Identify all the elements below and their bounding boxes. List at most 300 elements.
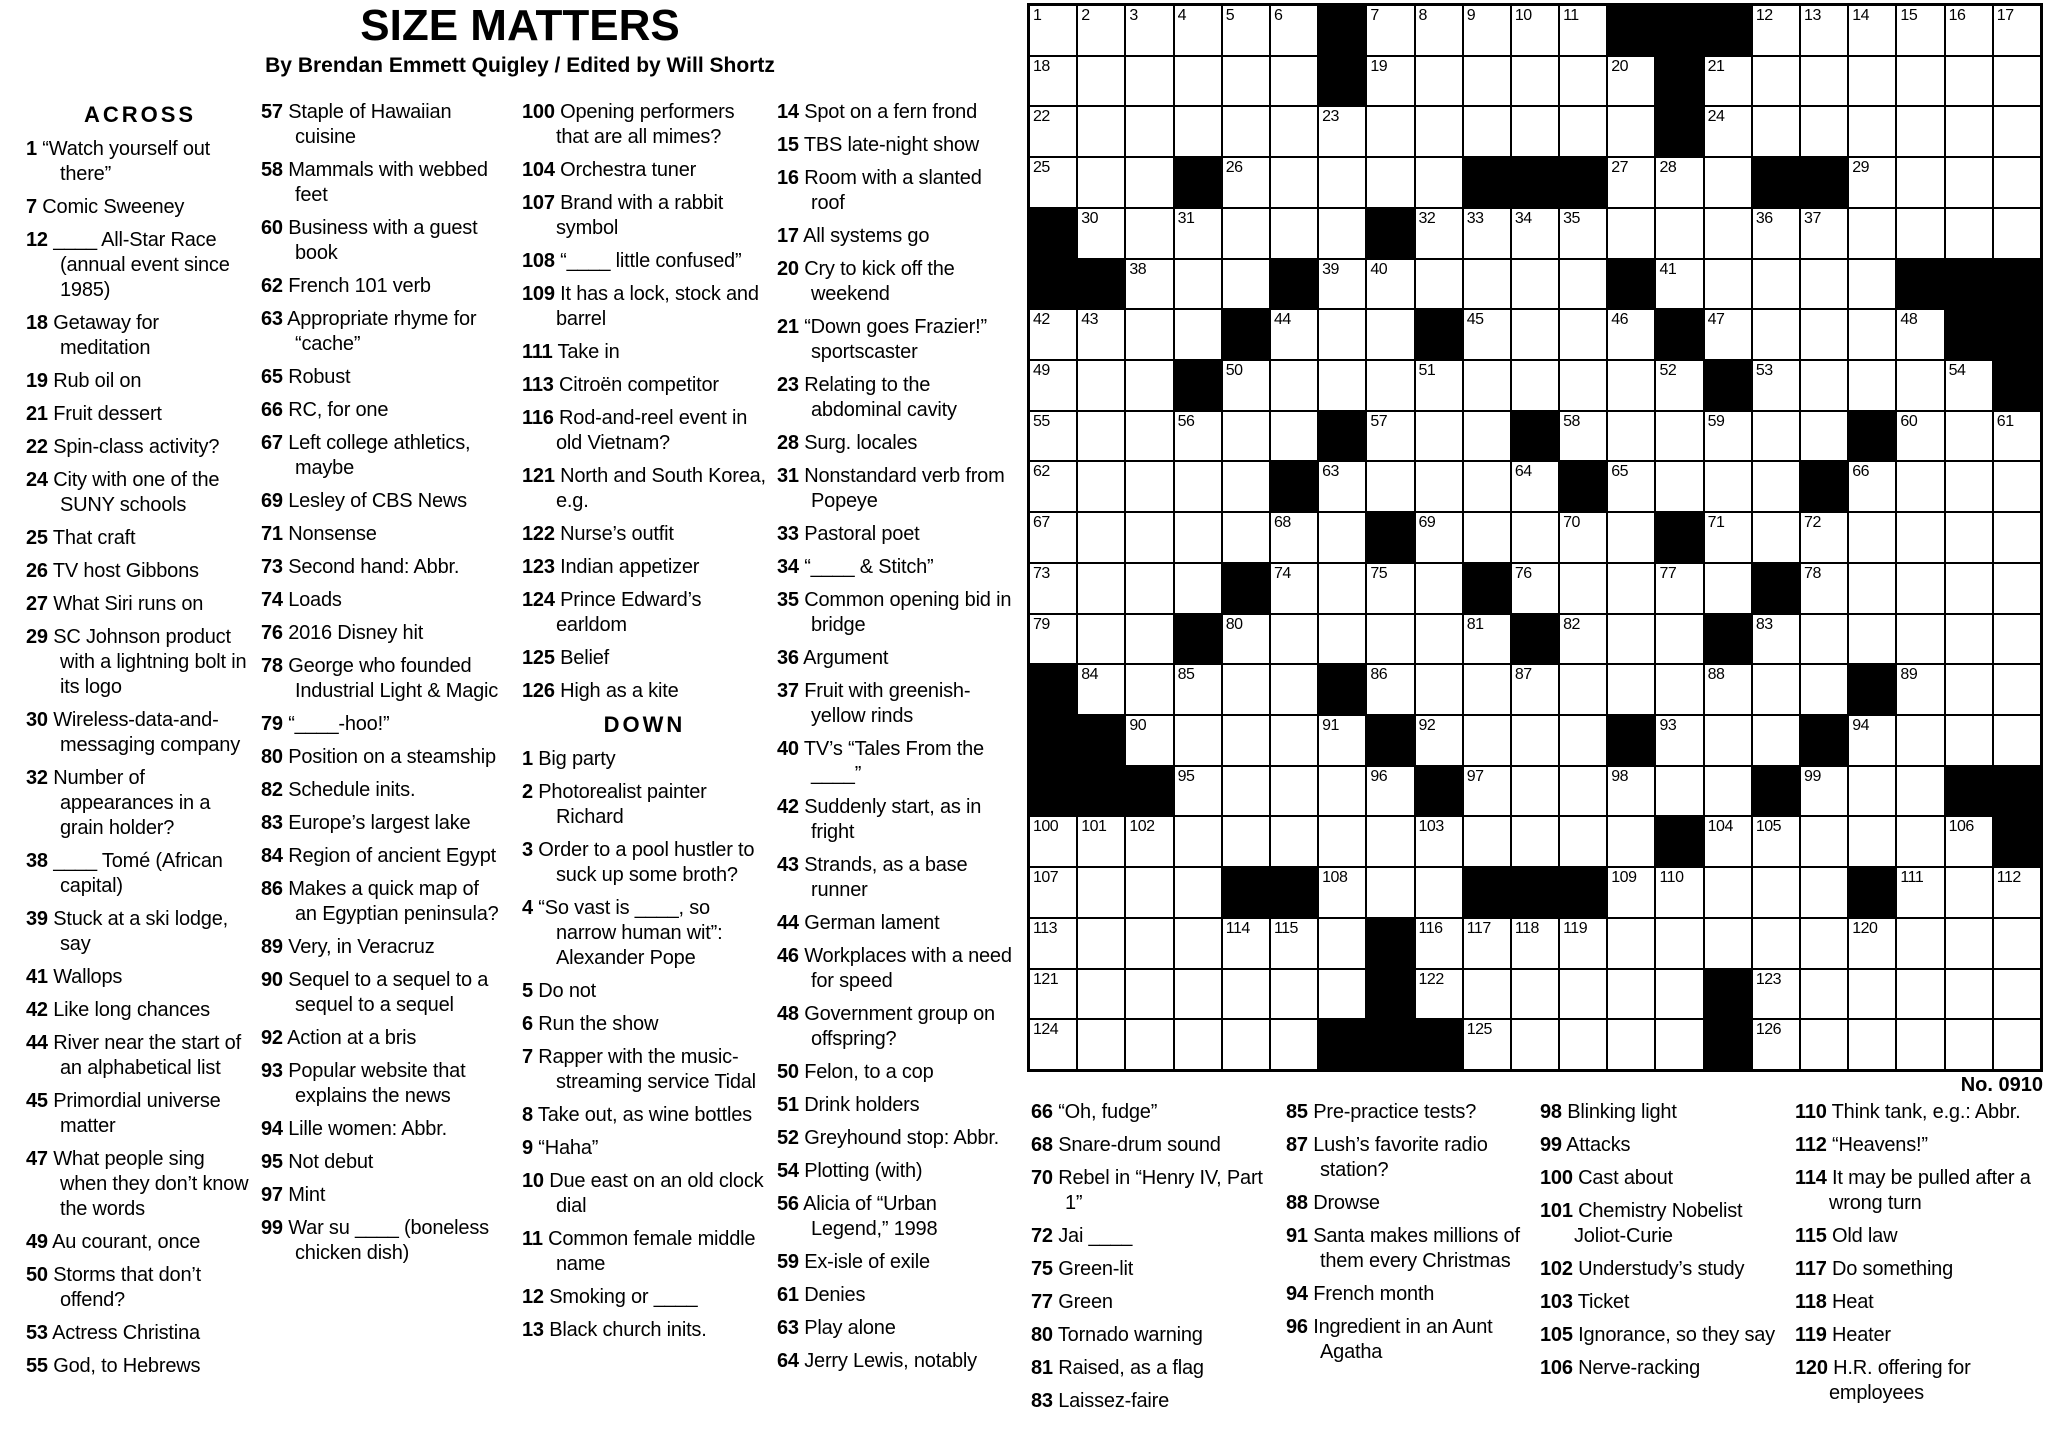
grid-cell[interactable] bbox=[1271, 412, 1317, 461]
grid-cell[interactable] bbox=[1994, 970, 2040, 1019]
grid-cell[interactable] bbox=[1656, 970, 1702, 1019]
grid-cell[interactable] bbox=[1608, 564, 1654, 613]
grid-cell[interactable] bbox=[1416, 57, 1462, 106]
grid-cell[interactable] bbox=[1126, 107, 1172, 156]
grid-cell[interactable] bbox=[1223, 6, 1269, 55]
grid-cell[interactable] bbox=[1849, 564, 1895, 613]
grid-cell[interactable] bbox=[1175, 919, 1221, 968]
grid-cell[interactable] bbox=[1705, 817, 1751, 866]
grid-cell[interactable] bbox=[1271, 767, 1317, 816]
grid-cell[interactable] bbox=[1223, 817, 1269, 866]
grid-cell[interactable] bbox=[1946, 412, 1992, 461]
grid-cell[interactable] bbox=[1271, 564, 1317, 613]
grid-cell[interactable] bbox=[1416, 412, 1462, 461]
grid-cell[interactable] bbox=[1416, 615, 1462, 664]
grid-cell[interactable] bbox=[1705, 513, 1751, 562]
grid-cell[interactable] bbox=[1849, 361, 1895, 410]
grid-cell[interactable] bbox=[1175, 868, 1221, 917]
grid-cell[interactable] bbox=[1608, 462, 1654, 511]
grid-cell[interactable] bbox=[1897, 361, 1943, 410]
grid-cell[interactable] bbox=[1753, 412, 1799, 461]
grid-cell[interactable] bbox=[1705, 412, 1751, 461]
grid-cell[interactable] bbox=[1030, 412, 1076, 461]
grid-cell[interactable] bbox=[1801, 970, 1847, 1019]
grid-cell[interactable] bbox=[1656, 716, 1702, 765]
grid-cell[interactable] bbox=[1271, 107, 1317, 156]
grid-cell[interactable] bbox=[1464, 665, 1510, 714]
grid-cell[interactable] bbox=[1319, 716, 1365, 765]
grid-cell[interactable] bbox=[1030, 513, 1076, 562]
grid-cell[interactable] bbox=[1512, 970, 1558, 1019]
grid-cell[interactable] bbox=[1464, 919, 1510, 968]
grid-cell[interactable] bbox=[1753, 107, 1799, 156]
grid-cell[interactable] bbox=[1319, 817, 1365, 866]
grid-cell[interactable] bbox=[1512, 817, 1558, 866]
grid-cell[interactable] bbox=[1849, 158, 1895, 207]
grid-cell[interactable] bbox=[1946, 1020, 1992, 1069]
grid-cell[interactable] bbox=[1223, 665, 1269, 714]
grid-cell[interactable] bbox=[1897, 209, 1943, 258]
grid-cell[interactable] bbox=[1512, 564, 1558, 613]
grid-cell[interactable] bbox=[1512, 361, 1558, 410]
grid-cell[interactable] bbox=[1367, 615, 1413, 664]
grid-cell[interactable] bbox=[1560, 57, 1606, 106]
grid-cell[interactable] bbox=[1078, 868, 1124, 917]
grid-cell[interactable] bbox=[1223, 970, 1269, 1019]
grid-cell[interactable] bbox=[1126, 716, 1172, 765]
grid-cell[interactable] bbox=[1608, 513, 1654, 562]
grid-cell[interactable] bbox=[1175, 817, 1221, 866]
grid-cell[interactable] bbox=[1367, 310, 1413, 359]
grid-cell[interactable] bbox=[1126, 868, 1172, 917]
grid-cell[interactable] bbox=[1897, 716, 1943, 765]
grid-cell[interactable] bbox=[1608, 310, 1654, 359]
grid-cell[interactable] bbox=[1512, 6, 1558, 55]
grid-cell[interactable] bbox=[1464, 412, 1510, 461]
grid-cell[interactable] bbox=[1271, 158, 1317, 207]
grid-cell[interactable] bbox=[1512, 665, 1558, 714]
grid-cell[interactable] bbox=[1319, 868, 1365, 917]
grid-cell[interactable] bbox=[1319, 361, 1365, 410]
grid-cell[interactable] bbox=[1416, 919, 1462, 968]
grid-cell[interactable] bbox=[1078, 462, 1124, 511]
grid-cell[interactable] bbox=[1946, 615, 1992, 664]
grid-cell[interactable] bbox=[1560, 665, 1606, 714]
grid-cell[interactable] bbox=[1753, 665, 1799, 714]
grid-cell[interactable] bbox=[1753, 817, 1799, 866]
grid-cell[interactable] bbox=[1078, 817, 1124, 866]
grid-cell[interactable] bbox=[1753, 919, 1799, 968]
grid-cell[interactable] bbox=[1512, 462, 1558, 511]
grid-cell[interactable] bbox=[1416, 665, 1462, 714]
grid-cell[interactable] bbox=[1416, 158, 1462, 207]
grid-cell[interactable] bbox=[1608, 412, 1654, 461]
grid-cell[interactable] bbox=[1175, 107, 1221, 156]
grid-cell[interactable] bbox=[1271, 57, 1317, 106]
grid-cell[interactable] bbox=[1464, 716, 1510, 765]
grid-cell[interactable] bbox=[1656, 615, 1702, 664]
grid-cell[interactable] bbox=[1319, 615, 1365, 664]
grid-cell[interactable] bbox=[1897, 919, 1943, 968]
grid-cell[interactable] bbox=[1801, 919, 1847, 968]
grid-cell[interactable] bbox=[1319, 513, 1365, 562]
grid-cell[interactable] bbox=[1801, 209, 1847, 258]
grid-cell[interactable] bbox=[1030, 1020, 1076, 1069]
grid-cell[interactable] bbox=[1801, 57, 1847, 106]
grid-cell[interactable] bbox=[1416, 564, 1462, 613]
grid-cell[interactable] bbox=[1078, 57, 1124, 106]
grid-cell[interactable] bbox=[1512, 107, 1558, 156]
grid-cell[interactable] bbox=[1367, 412, 1413, 461]
grid-cell[interactable] bbox=[1994, 57, 2040, 106]
grid-cell[interactable] bbox=[1367, 361, 1413, 410]
grid-cell[interactable] bbox=[1946, 57, 1992, 106]
grid-cell[interactable] bbox=[1126, 260, 1172, 309]
grid-cell[interactable] bbox=[1030, 462, 1076, 511]
grid-cell[interactable] bbox=[1801, 412, 1847, 461]
grid-cell[interactable] bbox=[1994, 412, 2040, 461]
grid-cell[interactable] bbox=[1078, 107, 1124, 156]
grid-cell[interactable] bbox=[1753, 57, 1799, 106]
grid-cell[interactable] bbox=[1175, 209, 1221, 258]
grid-cell[interactable] bbox=[1849, 6, 1895, 55]
grid-cell[interactable] bbox=[1030, 310, 1076, 359]
grid-cell[interactable] bbox=[1946, 868, 1992, 917]
grid-cell[interactable] bbox=[1608, 57, 1654, 106]
grid-cell[interactable] bbox=[1608, 158, 1654, 207]
grid-cell[interactable] bbox=[1608, 1020, 1654, 1069]
grid-cell[interactable] bbox=[1175, 260, 1221, 309]
grid-cell[interactable] bbox=[1030, 970, 1076, 1019]
grid-cell[interactable] bbox=[1608, 767, 1654, 816]
grid-cell[interactable] bbox=[1994, 868, 2040, 917]
grid-cell[interactable] bbox=[1464, 767, 1510, 816]
grid-cell[interactable] bbox=[1560, 513, 1606, 562]
grid-cell[interactable] bbox=[1175, 513, 1221, 562]
grid-cell[interactable] bbox=[1897, 817, 1943, 866]
grid-cell[interactable] bbox=[1078, 158, 1124, 207]
grid-cell[interactable] bbox=[1897, 462, 1943, 511]
grid-cell[interactable] bbox=[1560, 919, 1606, 968]
grid-cell[interactable] bbox=[1078, 310, 1124, 359]
grid-cell[interactable] bbox=[1367, 107, 1413, 156]
grid-cell[interactable] bbox=[1367, 57, 1413, 106]
grid-cell[interactable] bbox=[1078, 970, 1124, 1019]
grid-cell[interactable] bbox=[1849, 716, 1895, 765]
grid-cell[interactable] bbox=[1464, 817, 1510, 866]
grid-cell[interactable] bbox=[1416, 716, 1462, 765]
grid-cell[interactable] bbox=[1175, 412, 1221, 461]
grid-cell[interactable] bbox=[1319, 260, 1365, 309]
grid-cell[interactable] bbox=[1849, 1020, 1895, 1069]
grid-cell[interactable] bbox=[1367, 564, 1413, 613]
grid-cell[interactable] bbox=[1560, 209, 1606, 258]
grid-cell[interactable] bbox=[1223, 767, 1269, 816]
grid-cell[interactable] bbox=[1512, 1020, 1558, 1069]
grid-cell[interactable] bbox=[1897, 868, 1943, 917]
grid-cell[interactable] bbox=[1897, 615, 1943, 664]
grid-cell[interactable] bbox=[1946, 665, 1992, 714]
grid-cell[interactable] bbox=[1416, 817, 1462, 866]
grid-cell[interactable] bbox=[1705, 57, 1751, 106]
grid-cell[interactable] bbox=[1753, 361, 1799, 410]
grid-cell[interactable] bbox=[1464, 462, 1510, 511]
grid-cell[interactable] bbox=[1946, 107, 1992, 156]
grid-cell[interactable] bbox=[1608, 868, 1654, 917]
grid-cell[interactable] bbox=[1126, 513, 1172, 562]
grid-cell[interactable] bbox=[1078, 6, 1124, 55]
grid-cell[interactable] bbox=[1849, 209, 1895, 258]
grid-cell[interactable] bbox=[1175, 767, 1221, 816]
grid-cell[interactable] bbox=[1753, 615, 1799, 664]
grid-cell[interactable] bbox=[1705, 919, 1751, 968]
grid-cell[interactable] bbox=[1464, 615, 1510, 664]
grid-cell[interactable] bbox=[1946, 361, 1992, 410]
grid-cell[interactable] bbox=[1271, 817, 1317, 866]
grid-cell[interactable] bbox=[1367, 817, 1413, 866]
grid-cell[interactable] bbox=[1126, 564, 1172, 613]
grid-cell[interactable] bbox=[1946, 462, 1992, 511]
grid-cell[interactable] bbox=[1464, 970, 1510, 1019]
grid-cell[interactable] bbox=[1753, 1020, 1799, 1069]
grid-cell[interactable] bbox=[1223, 107, 1269, 156]
grid-cell[interactable] bbox=[1946, 209, 1992, 258]
grid-cell[interactable] bbox=[1560, 6, 1606, 55]
grid-cell[interactable] bbox=[1319, 158, 1365, 207]
grid-cell[interactable] bbox=[1560, 615, 1606, 664]
grid-cell[interactable] bbox=[1271, 1020, 1317, 1069]
grid-cell[interactable] bbox=[1319, 970, 1365, 1019]
grid-cell[interactable] bbox=[1030, 6, 1076, 55]
grid-cell[interactable] bbox=[1319, 310, 1365, 359]
grid-cell[interactable] bbox=[1126, 57, 1172, 106]
grid-cell[interactable] bbox=[1512, 767, 1558, 816]
grid-cell[interactable] bbox=[1560, 310, 1606, 359]
grid-cell[interactable] bbox=[1849, 970, 1895, 1019]
grid-cell[interactable] bbox=[1656, 462, 1702, 511]
grid-cell[interactable] bbox=[1946, 817, 1992, 866]
grid-cell[interactable] bbox=[1753, 970, 1799, 1019]
grid-cell[interactable] bbox=[1753, 310, 1799, 359]
grid-cell[interactable] bbox=[1367, 665, 1413, 714]
grid-cell[interactable] bbox=[1126, 158, 1172, 207]
grid-cell[interactable] bbox=[1223, 361, 1269, 410]
grid-cell[interactable] bbox=[1175, 665, 1221, 714]
grid-cell[interactable] bbox=[1705, 665, 1751, 714]
grid-cell[interactable] bbox=[1801, 1020, 1847, 1069]
grid-cell[interactable] bbox=[1367, 6, 1413, 55]
grid-cell[interactable] bbox=[1319, 919, 1365, 968]
grid-cell[interactable] bbox=[1849, 919, 1895, 968]
grid-cell[interactable] bbox=[1416, 361, 1462, 410]
grid-cell[interactable] bbox=[1319, 107, 1365, 156]
grid-cell[interactable] bbox=[1705, 158, 1751, 207]
grid-cell[interactable] bbox=[1126, 665, 1172, 714]
grid-cell[interactable] bbox=[1946, 513, 1992, 562]
grid-cell[interactable] bbox=[1753, 209, 1799, 258]
grid-cell[interactable] bbox=[1464, 310, 1510, 359]
grid-cell[interactable] bbox=[1078, 361, 1124, 410]
grid-cell[interactable] bbox=[1656, 919, 1702, 968]
grid-cell[interactable] bbox=[1849, 107, 1895, 156]
grid-cell[interactable] bbox=[1994, 919, 2040, 968]
grid-cell[interactable] bbox=[1030, 158, 1076, 207]
grid-cell[interactable] bbox=[1560, 767, 1606, 816]
grid-cell[interactable] bbox=[1994, 716, 2040, 765]
grid-cell[interactable] bbox=[1946, 158, 1992, 207]
grid-cell[interactable] bbox=[1078, 209, 1124, 258]
grid-cell[interactable] bbox=[1030, 361, 1076, 410]
grid-cell[interactable] bbox=[1994, 6, 2040, 55]
grid-cell[interactable] bbox=[1175, 310, 1221, 359]
grid-cell[interactable] bbox=[1753, 260, 1799, 309]
grid-cell[interactable] bbox=[1512, 57, 1558, 106]
grid-cell[interactable] bbox=[1897, 767, 1943, 816]
grid-cell[interactable] bbox=[1078, 1020, 1124, 1069]
grid-cell[interactable] bbox=[1126, 970, 1172, 1019]
grid-cell[interactable] bbox=[1801, 868, 1847, 917]
grid-cell[interactable] bbox=[1271, 513, 1317, 562]
grid-cell[interactable] bbox=[1078, 919, 1124, 968]
grid-cell[interactable] bbox=[1705, 462, 1751, 511]
grid-cell[interactable] bbox=[1801, 817, 1847, 866]
grid-cell[interactable] bbox=[1608, 817, 1654, 866]
grid-cell[interactable] bbox=[1897, 310, 1943, 359]
grid-cell[interactable] bbox=[1753, 462, 1799, 511]
grid-cell[interactable] bbox=[1271, 209, 1317, 258]
grid-cell[interactable] bbox=[1126, 412, 1172, 461]
grid-cell[interactable] bbox=[1416, 970, 1462, 1019]
grid-cell[interactable] bbox=[1801, 310, 1847, 359]
grid-cell[interactable] bbox=[1464, 57, 1510, 106]
grid-cell[interactable] bbox=[1705, 767, 1751, 816]
grid-cell[interactable] bbox=[1223, 158, 1269, 207]
grid-cell[interactable] bbox=[1897, 665, 1943, 714]
grid-cell[interactable] bbox=[1367, 767, 1413, 816]
grid-cell[interactable] bbox=[1994, 564, 2040, 613]
grid-cell[interactable] bbox=[1897, 1020, 1943, 1069]
grid-cell[interactable] bbox=[1512, 919, 1558, 968]
grid-cell[interactable] bbox=[1560, 412, 1606, 461]
grid-cell[interactable] bbox=[1656, 665, 1702, 714]
grid-cell[interactable] bbox=[1994, 1020, 2040, 1069]
grid-cell[interactable] bbox=[1367, 462, 1413, 511]
grid-cell[interactable] bbox=[1367, 260, 1413, 309]
grid-cell[interactable] bbox=[1946, 919, 1992, 968]
grid-cell[interactable] bbox=[1560, 1020, 1606, 1069]
grid-cell[interactable] bbox=[1608, 361, 1654, 410]
grid-cell[interactable] bbox=[1897, 412, 1943, 461]
grid-cell[interactable] bbox=[1849, 767, 1895, 816]
grid-cell[interactable] bbox=[1464, 361, 1510, 410]
grid-cell[interactable] bbox=[1416, 209, 1462, 258]
grid-cell[interactable] bbox=[1512, 209, 1558, 258]
grid-cell[interactable] bbox=[1126, 1020, 1172, 1069]
grid-cell[interactable] bbox=[1175, 970, 1221, 1019]
grid-cell[interactable] bbox=[1560, 817, 1606, 866]
grid-cell[interactable] bbox=[1656, 1020, 1702, 1069]
grid-cell[interactable] bbox=[1223, 209, 1269, 258]
grid-cell[interactable] bbox=[1464, 260, 1510, 309]
grid-cell[interactable] bbox=[1994, 462, 2040, 511]
grid-cell[interactable] bbox=[1849, 817, 1895, 866]
grid-cell[interactable] bbox=[1801, 615, 1847, 664]
grid-cell[interactable] bbox=[1801, 6, 1847, 55]
grid-cell[interactable] bbox=[1223, 716, 1269, 765]
grid-cell[interactable] bbox=[1271, 716, 1317, 765]
grid-cell[interactable] bbox=[1078, 412, 1124, 461]
grid-cell[interactable] bbox=[1897, 6, 1943, 55]
grid-cell[interactable] bbox=[1994, 615, 2040, 664]
grid-cell[interactable] bbox=[1512, 310, 1558, 359]
grid-cell[interactable] bbox=[1849, 260, 1895, 309]
grid-cell[interactable] bbox=[1126, 209, 1172, 258]
grid-cell[interactable] bbox=[1897, 57, 1943, 106]
grid-cell[interactable] bbox=[1030, 615, 1076, 664]
grid-cell[interactable] bbox=[1608, 209, 1654, 258]
grid-cell[interactable] bbox=[1946, 564, 1992, 613]
grid-cell[interactable] bbox=[1464, 6, 1510, 55]
grid-cell[interactable] bbox=[1464, 107, 1510, 156]
grid-cell[interactable] bbox=[1705, 209, 1751, 258]
grid-cell[interactable] bbox=[1464, 513, 1510, 562]
grid-cell[interactable] bbox=[1560, 564, 1606, 613]
grid-cell[interactable] bbox=[1608, 970, 1654, 1019]
grid-cell[interactable] bbox=[1608, 615, 1654, 664]
grid-cell[interactable] bbox=[1416, 513, 1462, 562]
grid-cell[interactable] bbox=[1416, 107, 1462, 156]
grid-cell[interactable] bbox=[1994, 107, 2040, 156]
grid-cell[interactable] bbox=[1126, 919, 1172, 968]
grid-cell[interactable] bbox=[1319, 767, 1365, 816]
grid-cell[interactable] bbox=[1705, 107, 1751, 156]
grid-cell[interactable] bbox=[1753, 6, 1799, 55]
grid-cell[interactable] bbox=[1223, 615, 1269, 664]
grid-cell[interactable] bbox=[1849, 462, 1895, 511]
grid-cell[interactable] bbox=[1126, 310, 1172, 359]
grid-cell[interactable] bbox=[1464, 1020, 1510, 1069]
grid-cell[interactable] bbox=[1897, 513, 1943, 562]
grid-cell[interactable] bbox=[1319, 462, 1365, 511]
grid-cell[interactable] bbox=[1946, 970, 1992, 1019]
grid-cell[interactable] bbox=[1319, 564, 1365, 613]
grid-cell[interactable] bbox=[1897, 970, 1943, 1019]
grid-cell[interactable] bbox=[1849, 513, 1895, 562]
grid-cell[interactable] bbox=[1849, 615, 1895, 664]
grid-cell[interactable] bbox=[1656, 260, 1702, 309]
grid-cell[interactable] bbox=[1656, 361, 1702, 410]
grid-cell[interactable] bbox=[1801, 361, 1847, 410]
grid-cell[interactable] bbox=[1126, 462, 1172, 511]
grid-cell[interactable] bbox=[1078, 564, 1124, 613]
grid-cell[interactable] bbox=[1801, 665, 1847, 714]
grid-cell[interactable] bbox=[1030, 564, 1076, 613]
grid-cell[interactable] bbox=[1656, 564, 1702, 613]
grid-cell[interactable] bbox=[1753, 513, 1799, 562]
grid-cell[interactable] bbox=[1416, 260, 1462, 309]
grid-cell[interactable] bbox=[1560, 260, 1606, 309]
grid-cell[interactable] bbox=[1223, 260, 1269, 309]
grid-cell[interactable] bbox=[1897, 158, 1943, 207]
grid-cell[interactable] bbox=[1897, 107, 1943, 156]
grid-cell[interactable] bbox=[1223, 1020, 1269, 1069]
grid-cell[interactable] bbox=[1560, 107, 1606, 156]
grid-cell[interactable] bbox=[1223, 412, 1269, 461]
grid-cell[interactable] bbox=[1078, 615, 1124, 664]
grid-cell[interactable] bbox=[1801, 107, 1847, 156]
grid-cell[interactable] bbox=[1078, 665, 1124, 714]
grid-cell[interactable] bbox=[1175, 716, 1221, 765]
